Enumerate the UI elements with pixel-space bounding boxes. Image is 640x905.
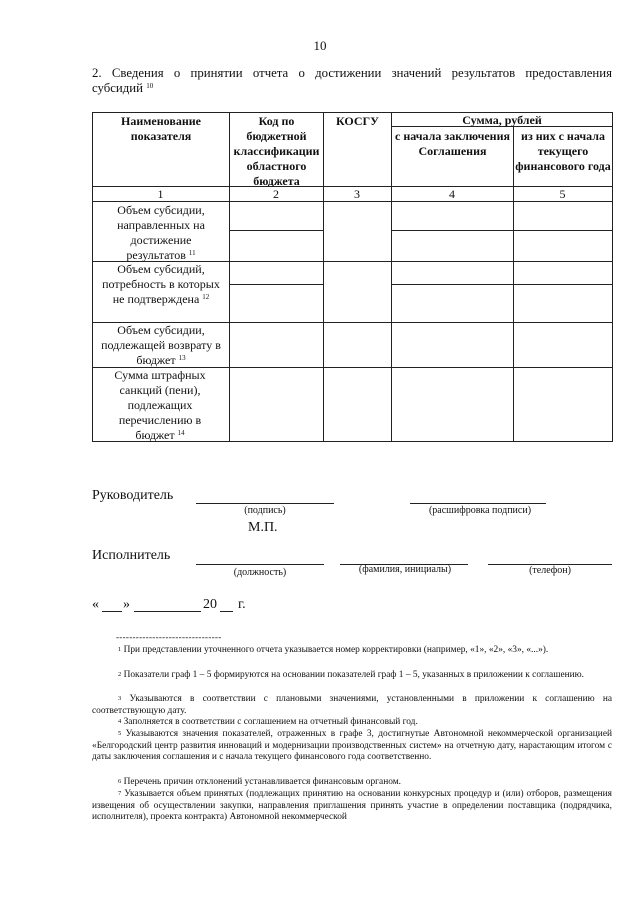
results-table xyxy=(92,112,613,442)
date-month-line xyxy=(134,611,201,612)
page-number: 10 xyxy=(313,38,327,53)
footnote-6: $^6$ Перечень причин отклонений устанавливается финансовым органом. xyxy=(118,777,401,787)
table-row-label: Объем субсидии, направленных на достижение результатов $^{11}$ xyxy=(117,203,205,262)
header-sum: Сумма, рублей xyxy=(462,113,542,127)
date-day-line xyxy=(102,611,122,612)
date-close-quote: » xyxy=(123,597,130,612)
name-hint: (фамилия, инициалы) xyxy=(358,564,452,575)
footnote-3: $^3$ Указываются в соответствии с плановыми значениями, установленными в приложении к соглашению на соответствующую дату. xyxy=(92,694,613,716)
header-current-year: из них с начала текущего финансового года xyxy=(515,129,611,173)
decoding-line xyxy=(410,503,546,504)
footnote-4: $^4$ Заполняется в соответствии с соглашением на отчетный финансовый год. xyxy=(118,717,418,727)
date-open-quote: « xyxy=(92,597,99,612)
position-hint: (должность) xyxy=(233,567,287,578)
col-number-4: 4 xyxy=(449,187,455,201)
footnote-7: $^7$ Указывается объем принятых (подлежащих принятию на основании конкурсных процедур и (или) отборов, размещения извещения об осуществлении закупки, направления приглашения принять участие в определении поставщика (подрядчика, исполнителя), проекта контракта) Автономной некоммерческой xyxy=(92,789,612,822)
phone-hint: (телефон) xyxy=(529,565,571,576)
table-row-label: Сумма штрафных санкций (пени), подлежащих перечислению в бюджет $^{14}$ xyxy=(114,368,206,442)
header-kosgu: КОСГУ xyxy=(336,114,379,128)
date-year-prefix: 20 xyxy=(203,597,217,612)
footnote-5: $^5$ Указываются значения показателей, отраженных в графе 3, достигнутые Автономной некоммерческой организацией «Белгородский центр развития инноваций и модернизации производственных систем» на отчетную дату, нарастающим итогом с даты заключения соглашения и с начала текущего финансового года соответственно. xyxy=(92,729,613,762)
signature-hint: (подпись) xyxy=(244,505,286,516)
header-name: Наименование показателя xyxy=(121,114,201,143)
seal-mark: М.П. xyxy=(248,520,278,535)
decoding-hint: (расшифровка подписи) xyxy=(428,505,532,516)
executor-label: Исполнитель xyxy=(92,548,171,563)
footnote-2: $^2$ Показатели граф 1 – 5 формируются на основании показателей граф 1 – 5, указанных в приложении к соглашению. xyxy=(118,670,584,680)
table-row-label: Объем субсидий, потребность в которых не подтверждена $^{12}$ xyxy=(102,262,220,306)
footnote-ref: 10 xyxy=(146,82,154,90)
section-title: 2. Сведения о принятии отчета о достижении значений результатов предоставления xyxy=(92,66,612,80)
header-budget-code: Код по бюджетной классификации областного бюджета xyxy=(233,114,320,188)
position-line xyxy=(196,564,324,565)
date-year-line xyxy=(220,611,233,612)
signature-line xyxy=(196,503,334,504)
col-number-1: 1 xyxy=(157,187,164,201)
footnote-1: $^1$ При представлении уточненного отчета указывается номер корректировки (например, «1», «2», «3», «...»). xyxy=(118,645,549,655)
col-number-2: 2 xyxy=(273,187,279,201)
header-since-start: с начала заключения Соглашения xyxy=(395,129,510,158)
head-label: Руководитель xyxy=(92,488,174,503)
col-number-5: 5 xyxy=(559,187,566,201)
table-row-label: Объем субсидии, подлежащей возврату в бюджет $^{13}$ xyxy=(101,323,221,367)
col-number-3: 3 xyxy=(354,187,360,201)
section-title-continuation: субсидий $^{10}$ xyxy=(92,81,154,95)
footnote-separator: -------------------------------- xyxy=(116,632,222,642)
date-year-suffix: г. xyxy=(238,597,246,612)
